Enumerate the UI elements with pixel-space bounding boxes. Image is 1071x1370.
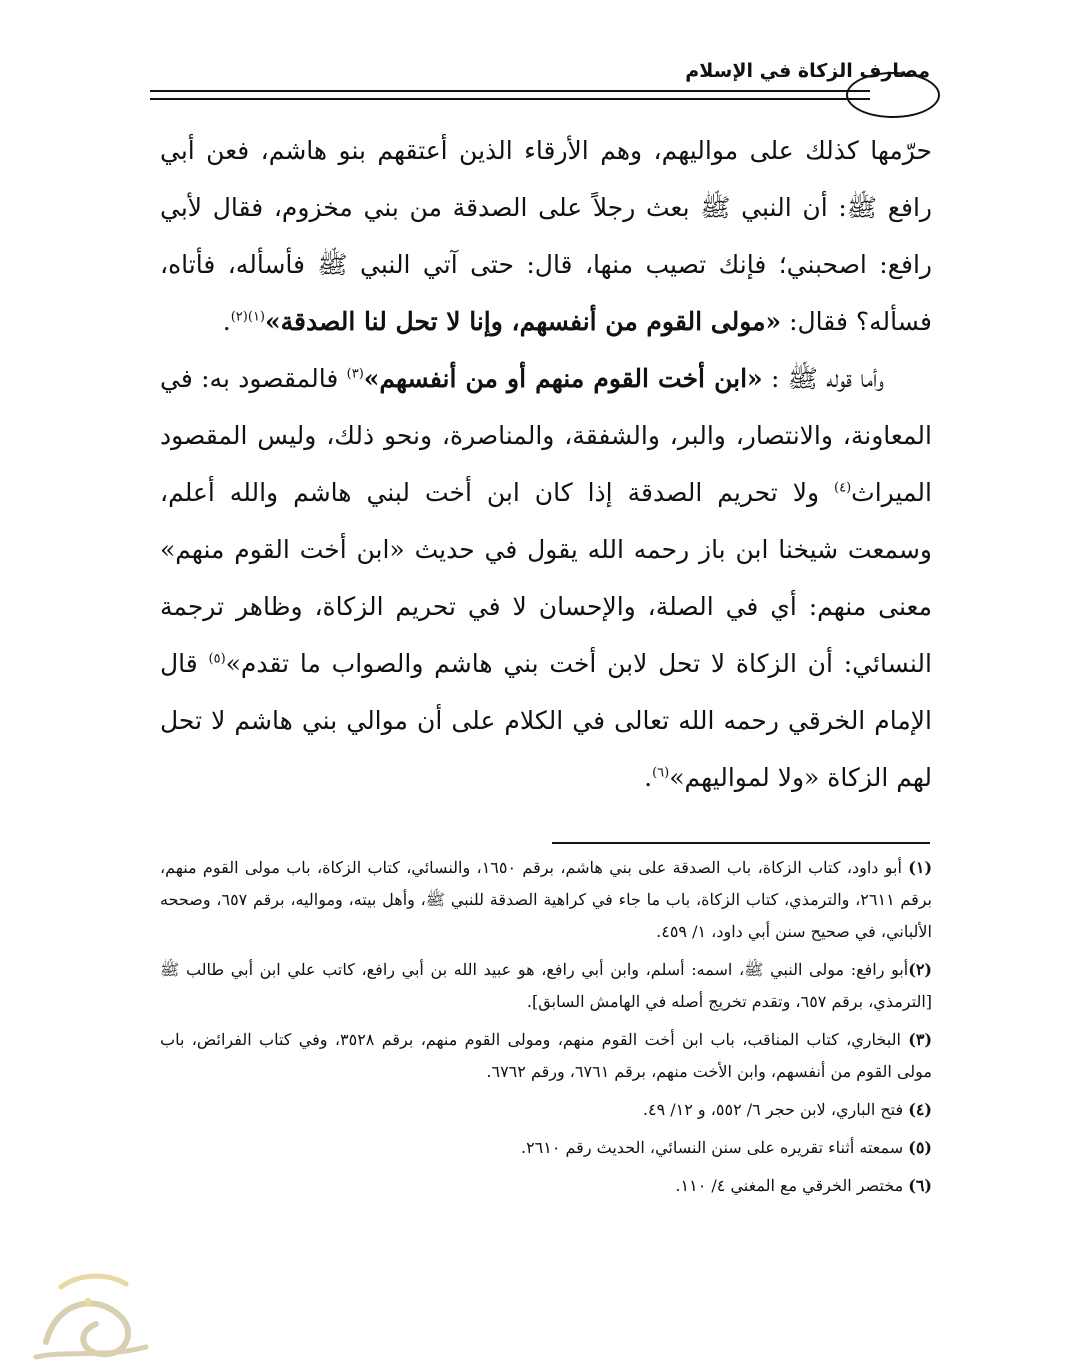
footnote-text: أبو داود، كتاب الزكاة، باب الصدقة على بني هاشم، برقم ١٦٥٠، والنسائي، كتاب الزكاة، باب مولى القوم منهم، برقم ٢٦١١، والترمذي، كتاب الزكاة، باب ما جاء في كراهية الصدقة للنبي ﷺ، وأهل بيته، ومواليه، برقم ٦٥٧، وصححه الألباني، في صحيح سنن أبي داود، ١/ ٤٥٩. xyxy=(160,858,933,941)
hadith-quote-1: «مولى القوم من أنفسهم، وإنا لا تحل لنا الصدقة» xyxy=(265,307,782,336)
paragraph-2-intro: وأما قوله ﷺ : xyxy=(762,364,884,393)
running-title: مصارف الزكاة في الإسلام xyxy=(685,60,930,82)
main-text xyxy=(160,122,932,806)
header-double-rule xyxy=(150,90,870,100)
footnote-number: (٣) xyxy=(908,1030,933,1049)
footnote-number: (٦) xyxy=(908,1176,932,1195)
footnote-ref-1-2: (١)(٢) xyxy=(230,309,265,325)
paragraph-1-text: حرّمها كذلك على مواليهم، وهم الأرقاء الذين أعتقهم بنو هاشم، فعن أبي رافع ﷺ: أن النبي ﷺ بعث رجلاً على الصدقة من بني مخزوم، فقال لأبي رافع: اصحبني؛ فإنك تصيب منها، قال: حتى آتي النبي ﷺ فأسأله، فأتاه، فسأله؟ فقال: xyxy=(160,136,932,336)
footnote xyxy=(160,954,932,1018)
footnote-ref-5: (٥) xyxy=(208,651,226,667)
paragraph-2-part-3: قال الإمام الخرقي رحمه الله تعالى في الكلام على أن موالي بني هاشم لا تحل لهم الزكاة «ولا لمواليهم» xyxy=(160,649,932,792)
footnote-number: (١) xyxy=(908,858,933,877)
footnote-text: فتح الباري، لابن حجر ٦/ ٥٥٢، و ١٢/ ٤٩. xyxy=(642,1100,904,1119)
page-header xyxy=(150,50,940,130)
paragraph-1 xyxy=(160,122,932,350)
footnote-number: (٥) xyxy=(908,1138,932,1157)
paragraph-1-end: . xyxy=(222,307,231,336)
page-number-oval xyxy=(846,72,940,118)
paragraph-2-part-2: ولا تحريم الصدقة إذا كان ابن أخت لبني هاشم والله أعلم، وسمعت شيخنا ابن باز رحمه الله يقول في حديث «ابن أخت القوم منهم» معنى منهم: أي في الصلة، والإحسان لا في تحريم الزكاة، وظاهر ترجمة النسائي: أن الزكاة لا تحل لابن أخت بني هاشم والصواب ما تقدم» xyxy=(160,478,932,678)
footnote-number: (٤) xyxy=(908,1100,932,1119)
footnote-separator xyxy=(552,842,930,844)
footnote xyxy=(160,1094,932,1126)
footnote-ref-6: (٦) xyxy=(652,765,670,781)
footnote-ref-4: (٤) xyxy=(834,480,852,496)
footnote-text: البخاري، كتاب المناقب، باب ابن أخت القوم منهم، ومولى القوم منهم، برقم ٣٥٢٨، وفي كتاب الفرائض، باب مولى القوم من أنفسهم، وابن الأخت منهم، برقم ٦٧٦١، ورقم ٦٧٦٢. xyxy=(160,1030,932,1081)
footnotes xyxy=(160,852,932,1208)
footnote xyxy=(160,852,932,948)
footnote-ref-3: (٣) xyxy=(346,366,364,382)
footnote xyxy=(160,1024,932,1088)
footnote-text: أبو رافع: مولى النبي ﷺ، اسمه: أسلم، وابن أبي رافع، هو عبيد الله بن أبي رافع، كاتب علي ابن أبي طالب ﷺ [الترمذي، برقم ٦٥٧، وتقدم تخريج أصله في الهامش السابق]. xyxy=(160,960,932,1011)
paragraph-2-part-1: فالمقصود به: في المعاونة، والانتصار، والبر، والشفقة، والمناصرة، ونحو ذلك، وليس المقصود الميراث xyxy=(160,364,932,507)
hadith-quote-2: «ابن أخت القوم منهم أو من أنفسهم» xyxy=(363,364,763,393)
footnote-number: (٢) xyxy=(908,960,932,979)
footnote xyxy=(160,1170,932,1202)
paragraph-2-end: . xyxy=(644,763,653,792)
footnote-text: سمعته أثناء تقريره على سنن النسائي، الحديث رقم ٢٦١٠. xyxy=(520,1138,904,1157)
publisher-logo-icon xyxy=(26,1262,156,1362)
paragraph-2 xyxy=(160,350,932,806)
footnote-text: مختصر الخرقي مع المغني ٤/ ١١٠. xyxy=(675,1176,904,1195)
footnote xyxy=(160,1132,932,1164)
